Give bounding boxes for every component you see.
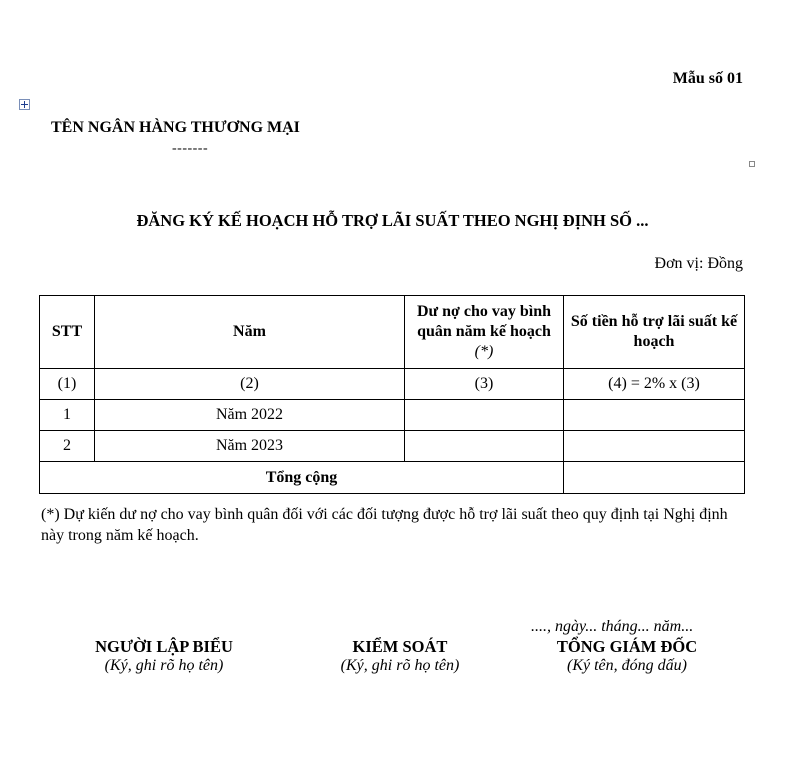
row-avg-loan-cell[interactable] [405, 431, 564, 462]
row-stt: 2 [40, 431, 95, 462]
signature-role: TỔNG GIÁM ĐỐC [556, 637, 698, 656]
row-stt: 1 [40, 400, 95, 431]
row-support-cell[interactable] [564, 400, 745, 431]
header-avg-loan-label: Dư nợ cho vay bình quân năm kế hoạch [416, 303, 552, 340]
signature-role: KIỂM SOÁT [352, 637, 448, 656]
header-stt: STT [40, 296, 95, 369]
row-support-cell[interactable] [564, 431, 745, 462]
column-number: (1) [40, 369, 95, 400]
row-avg-loan-cell[interactable] [405, 400, 564, 431]
table-move-handle-icon[interactable] [19, 99, 30, 110]
footnote: (*) Dự kiến dư nợ cho vay bình quân đối với các đối tượng được hỗ trợ lãi suất theo quy định tại Nghị định này trong năm kế hoạch. [41, 506, 728, 544]
interest-support-table [39, 295, 745, 494]
currency-unit: Đơn vị: Đồng [654, 255, 743, 272]
signature-hint: (Ký, ghi rõ họ tên) [340, 657, 460, 674]
header-support-amount: Số tiền hỗ trợ lãi suất kế hoạch [564, 296, 745, 369]
table-resize-handle-icon[interactable] [749, 161, 755, 167]
signature-controller [310, 637, 490, 675]
signature-role: NGƯỜI LẬP BIỂU [95, 637, 233, 656]
table-row [40, 400, 745, 431]
row-year: Năm 2023 [95, 431, 405, 462]
header-avg-loan [405, 296, 564, 369]
row-year: Năm 2022 [95, 400, 405, 431]
signature-director [532, 637, 722, 675]
date-line: ...., ngày... tháng... năm... [531, 618, 694, 635]
signature-hint: (Ký, ghi rõ họ tên) [104, 657, 224, 674]
form-number: Mẫu số 01 [672, 70, 743, 87]
document-title: ĐĂNG KÝ KẾ HOẠCH HỖ TRỢ LÃI SUẤT THEO NGHỊ ĐỊNH SỐ ... [136, 211, 649, 230]
bank-separator: ------- [172, 141, 209, 156]
total-support-cell[interactable] [564, 462, 745, 494]
bank-name: TÊN NGÂN HÀNG THƯƠNG MẠI [51, 119, 300, 136]
column-number: (2) [95, 369, 405, 400]
table-row [40, 431, 745, 462]
signature-hint: (Ký tên, đóng dấu) [567, 657, 687, 674]
table-header-row [40, 296, 745, 369]
header-avg-loan-mark: (*) [474, 343, 494, 360]
header-year: Năm [95, 296, 405, 369]
column-number: (4) = 2% x (3) [564, 369, 745, 400]
column-number-row [40, 369, 745, 400]
total-label: Tổng cộng [40, 462, 564, 494]
total-row [40, 462, 745, 494]
signature-preparer [74, 637, 254, 675]
column-number: (3) [405, 369, 564, 400]
